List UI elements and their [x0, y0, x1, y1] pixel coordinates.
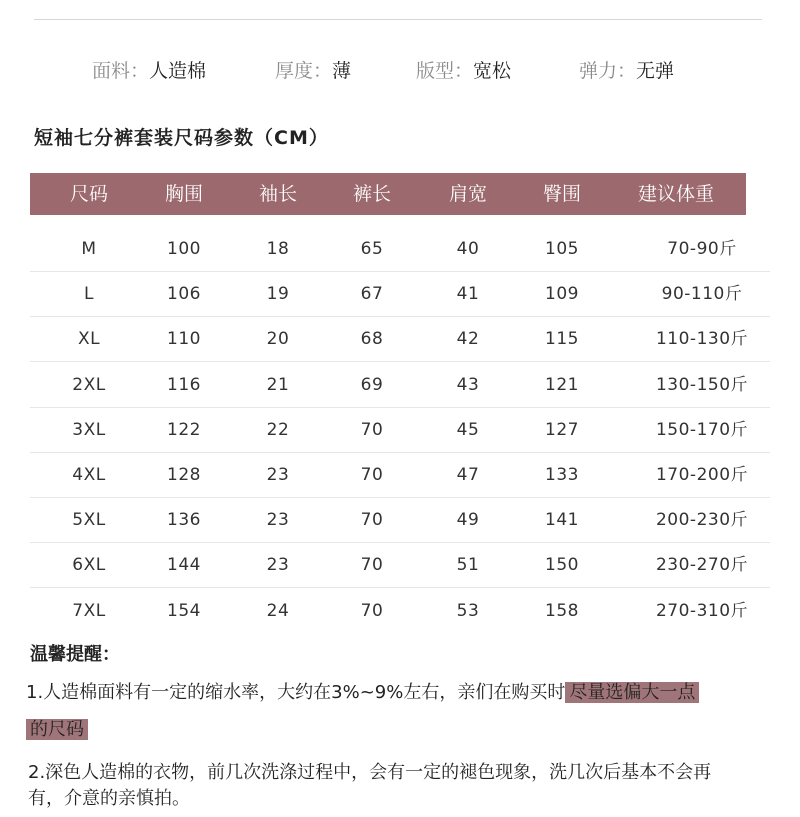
top-divider — [34, 19, 762, 20]
cell-chest: 100 — [167, 239, 201, 259]
cell-weight: 150-170斤 — [655, 419, 749, 440]
attr-elasticity-key: 弹力： — [579, 60, 637, 82]
attr-thickness-key: 厚度： — [275, 60, 333, 82]
attr-fit-value: 宽松 — [473, 60, 512, 82]
attr-fit-key: 版型： — [416, 60, 474, 82]
size-chart-title: 短袖七分裤套装尺码参数（CM） — [34, 127, 329, 149]
header-pants-length: 裤长 — [352, 183, 392, 205]
header-weight: 建议体重 — [637, 183, 715, 205]
table-row — [30, 498, 770, 543]
header-size: 尺码 — [69, 183, 109, 205]
note-1-highlight: 尽量选偏大一点 — [565, 682, 699, 703]
cell-sleeve: 24 — [266, 600, 290, 621]
note-1-line-2 — [26, 712, 88, 748]
cell-size: M — [81, 239, 97, 259]
cell-size: 2XL — [72, 374, 106, 395]
cell-weight: 270-310斤 — [655, 600, 749, 621]
cell-chest: 110 — [167, 329, 201, 350]
header-sleeve: 袖长 — [258, 183, 298, 205]
attr-thickness-value: 薄 — [332, 60, 352, 82]
cell-weight: 70-90斤 — [667, 239, 737, 259]
cell-pants-length: 69 — [360, 374, 384, 395]
cell-pants-length: 68 — [360, 329, 384, 350]
table-row — [30, 363, 770, 408]
cell-size: 5XL — [72, 510, 106, 531]
cell-hip: 150 — [545, 555, 579, 576]
cell-shoulder: 40 — [456, 239, 480, 259]
cell-hip: 105 — [545, 239, 579, 259]
note-1-line-1 — [26, 675, 699, 711]
cell-shoulder: 45 — [456, 419, 480, 440]
cell-chest: 116 — [167, 374, 201, 395]
attr-elasticity — [579, 56, 674, 86]
cell-sleeve: 23 — [266, 465, 290, 485]
table-row — [30, 408, 770, 453]
notes-title: 温馨提醒： — [30, 644, 120, 665]
cell-weight: 230-270斤 — [655, 555, 749, 576]
attr-elasticity-value: 无弹 — [636, 60, 675, 82]
cell-weight: 90-110斤 — [661, 284, 743, 305]
cell-sleeve: 20 — [266, 329, 290, 350]
cell-weight: 200-230斤 — [655, 510, 749, 531]
cell-hip: 158 — [545, 600, 579, 621]
table-row — [30, 453, 770, 498]
cell-size: XL — [77, 329, 101, 350]
cell-size: L — [84, 284, 94, 305]
cell-sleeve: 18 — [266, 239, 290, 259]
cell-size: 7XL — [72, 600, 106, 621]
cell-shoulder: 47 — [456, 465, 480, 485]
cell-pants-length: 67 — [360, 284, 384, 305]
cell-chest: 136 — [167, 510, 201, 531]
cell-sleeve: 23 — [266, 510, 290, 531]
cell-chest: 122 — [167, 419, 201, 440]
cell-pants-length: 70 — [360, 555, 384, 576]
cell-sleeve: 22 — [266, 419, 290, 440]
attr-fabric — [92, 56, 206, 86]
cell-sleeve: 23 — [266, 555, 290, 576]
cell-hip: 121 — [545, 374, 579, 395]
cell-size: 4XL — [72, 465, 106, 485]
table-row — [30, 272, 770, 317]
cell-pants-length: 70 — [360, 600, 384, 621]
cell-hip: 127 — [545, 419, 579, 440]
cell-shoulder: 51 — [456, 555, 480, 576]
attr-fabric-value: 人造棉 — [149, 60, 207, 82]
cell-weight: 130-150斤 — [655, 374, 749, 395]
header-shoulder: 肩宽 — [448, 183, 488, 205]
cell-shoulder: 43 — [456, 374, 480, 395]
cell-hip: 109 — [545, 284, 579, 305]
cell-chest: 154 — [167, 600, 201, 621]
cell-size: 6XL — [72, 555, 106, 576]
attr-thickness — [275, 56, 351, 86]
header-chest: 胸围 — [164, 183, 204, 205]
cell-sleeve: 19 — [266, 284, 290, 305]
table-row — [30, 227, 770, 272]
size-table-header — [30, 173, 746, 215]
note-1-text: 1.人造棉面料有一定的缩水率，大约在3%~9%左右，亲们在购买时 — [26, 682, 566, 703]
cell-chest: 128 — [167, 465, 201, 485]
cell-size: 3XL — [72, 419, 106, 440]
cell-shoulder: 41 — [456, 284, 480, 305]
attr-fit — [416, 56, 511, 86]
attr-fabric-key: 面料： — [92, 60, 150, 82]
cell-shoulder: 42 — [456, 329, 480, 350]
cell-hip: 133 — [545, 465, 579, 485]
table-row — [30, 317, 770, 362]
cell-pants-length: 70 — [360, 510, 384, 531]
note-1-highlight-cont: 的尺码 — [26, 719, 88, 740]
cell-shoulder: 53 — [456, 600, 480, 621]
table-row — [30, 589, 770, 634]
cell-sleeve: 21 — [266, 374, 290, 395]
header-hip: 臀围 — [542, 183, 582, 205]
fabric-attributes — [0, 56, 800, 86]
cell-pants-length: 65 — [360, 239, 384, 259]
cell-hip: 115 — [545, 329, 579, 350]
cell-pants-length: 70 — [360, 465, 384, 485]
note-2-line-1: 2.深色人造棉的衣物，前几次洗涤过程中，会有一定的褪色现象，洗几次后基本不会再 — [28, 762, 712, 783]
cell-chest: 106 — [167, 284, 201, 305]
cell-pants-length: 70 — [360, 419, 384, 440]
cell-shoulder: 49 — [456, 510, 480, 531]
cell-chest: 144 — [167, 555, 201, 576]
cell-hip: 141 — [545, 510, 579, 531]
cell-weight: 170-200斤 — [655, 465, 749, 485]
note-2-line-2: 有，介意的亲慎拍。 — [28, 788, 190, 809]
cell-weight: 110-130斤 — [655, 329, 749, 350]
table-row — [30, 543, 770, 588]
